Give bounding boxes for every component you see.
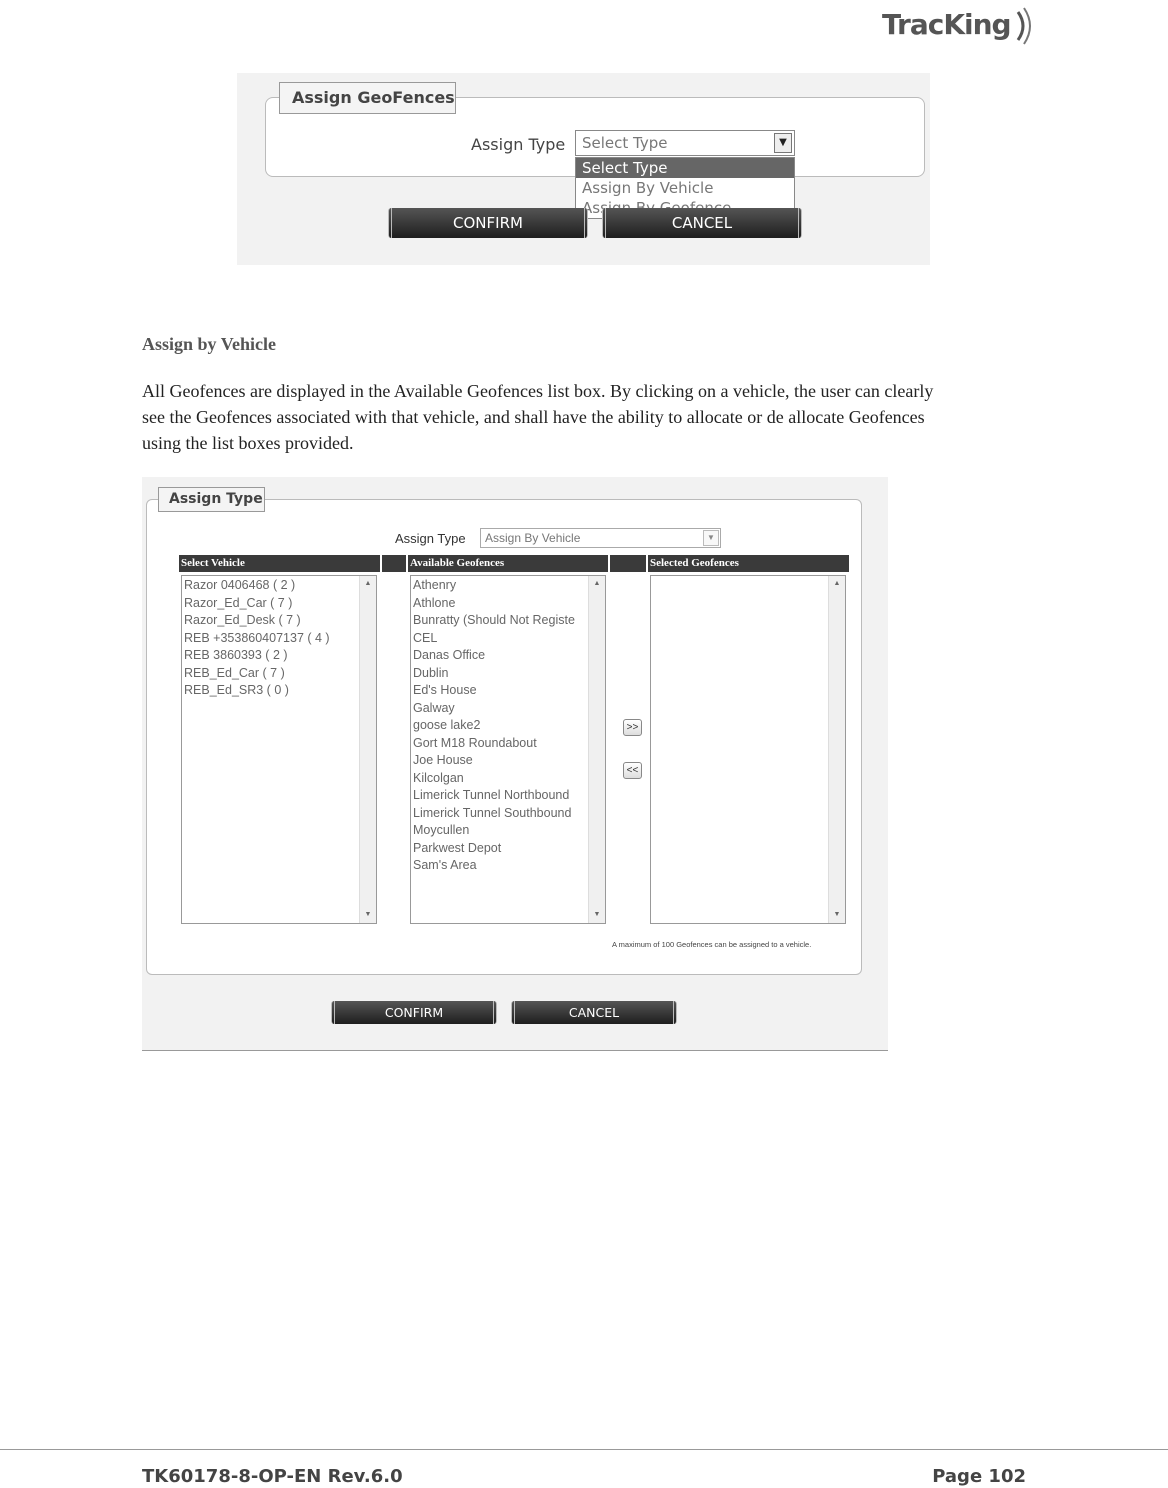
- scrollbar[interactable]: [588, 576, 605, 923]
- list-item[interactable]: Kilcolgan: [413, 770, 464, 785]
- list-item[interactable]: REB +353860407137 ( 4 ): [184, 630, 330, 645]
- list-item[interactable]: Razor_Ed_Desk ( 7 ): [184, 613, 301, 627]
- fieldset-legend: Assign Type: [158, 487, 265, 512]
- select-value: Select Type: [582, 134, 668, 152]
- list-item[interactable]: Joe House: [413, 753, 473, 767]
- scroll-down-icon[interactable]: ▼: [364, 911, 372, 918]
- dropdown-option[interactable]: Select Type: [576, 158, 794, 178]
- tracking-logo: [882, 8, 1032, 52]
- selected-geofences-header: Selected Geofences: [648, 555, 849, 572]
- cancel-button[interactable]: CANCEL: [511, 1001, 677, 1024]
- dropdown-option[interactable]: Assign By Vehicle: [582, 179, 714, 197]
- signal-arc-icon: [1014, 6, 1034, 46]
- list-item[interactable]: Sam's Area: [413, 858, 477, 872]
- list-item[interactable]: Dublin: [413, 665, 449, 680]
- page-number: Page 102: [932, 1466, 1026, 1487]
- available-geofences-listbox[interactable]: [410, 575, 606, 924]
- scroll-up-icon[interactable]: ▲: [364, 580, 372, 587]
- section-paragraph: [142, 378, 1022, 456]
- add-geofence-button[interactable]: >>: [623, 719, 642, 736]
- scroll-up-icon[interactable]: ▲: [593, 580, 601, 587]
- chevron-down-icon[interactable]: ▼: [774, 133, 792, 153]
- footer-divider: [0, 1449, 1168, 1450]
- vehicle-listbox[interactable]: [181, 575, 377, 924]
- available-geofences-header: Available Geofences: [408, 555, 608, 572]
- scroll-down-icon[interactable]: ▼: [833, 911, 841, 918]
- list-item[interactable]: Limerick Tunnel Southbound: [413, 805, 572, 820]
- list-item[interactable]: Athlone: [413, 595, 456, 610]
- list-item[interactable]: CEL: [413, 630, 438, 645]
- list-item[interactable]: Razor 0406468 ( 2 ): [184, 578, 296, 592]
- list-item[interactable]: Athenry: [413, 578, 457, 592]
- list-item[interactable]: Bunratty (Should Not Registe: [413, 613, 575, 627]
- select-vehicle-header: Select Vehicle: [179, 555, 380, 572]
- assign-type-label: Assign Type: [471, 135, 566, 154]
- assign-by-vehicle-screenshot: [142, 477, 888, 1051]
- list-item[interactable]: REB_Ed_SR3 ( 0 ): [184, 683, 289, 697]
- chevron-down-icon[interactable]: ▼: [703, 530, 719, 546]
- scrollbar[interactable]: [359, 576, 376, 923]
- confirm-button[interactable]: CONFIRM: [388, 208, 588, 238]
- list-item[interactable]: Limerick Tunnel Northbound: [413, 788, 570, 802]
- list-item[interactable]: Ed's House: [413, 683, 477, 697]
- selected-geofences-listbox[interactable]: [650, 575, 846, 924]
- list-item[interactable]: REB 3860393 ( 2 ): [184, 648, 288, 662]
- max-geofences-note: A maximum of 100 Geofences can be assigned to a vehicle.: [612, 940, 812, 949]
- list-item[interactable]: goose lake2: [413, 718, 481, 732]
- cancel-button[interactable]: CANCEL: [602, 208, 802, 238]
- assign-geofences-screenshot: [237, 73, 930, 265]
- assign-type-label: Assign Type: [395, 531, 466, 546]
- scroll-up-icon[interactable]: ▲: [833, 580, 841, 587]
- list-item[interactable]: Razor_Ed_Car ( 7 ): [184, 595, 293, 610]
- logo-text: TracKing: [882, 8, 1011, 41]
- list-item[interactable]: Danas Office: [413, 648, 486, 662]
- list-item[interactable]: Parkwest Depot: [413, 840, 502, 855]
- scrollbar[interactable]: [828, 576, 845, 923]
- remove-geofence-button[interactable]: <<: [623, 762, 642, 779]
- list-item[interactable]: Galway: [413, 700, 455, 715]
- fieldset-legend: Assign GeoFences: [279, 82, 456, 114]
- assign-type-select[interactable]: [575, 130, 795, 156]
- header-spacer: [610, 555, 646, 572]
- paragraph-line: using the list boxes provided.: [142, 433, 354, 453]
- header-spacer: [382, 555, 406, 572]
- list-item[interactable]: Moycullen: [413, 823, 470, 837]
- section-heading: Assign by Vehicle: [142, 334, 277, 354]
- paragraph-line: All Geofences are displayed in the Available Geofences list box. By clicking on a vehicle, the user can clearly: [142, 381, 934, 401]
- list-item[interactable]: REB_Ed_Car ( 7 ): [184, 665, 285, 680]
- scroll-down-icon[interactable]: ▼: [593, 911, 601, 918]
- paragraph-line: see the Geofences associated with that vehicle, and shall have the ability to allocate or de allocate Geofences: [142, 407, 925, 427]
- assign-type-select[interactable]: [480, 528, 721, 548]
- confirm-button[interactable]: CONFIRM: [331, 1001, 497, 1024]
- select-value: Assign By Vehicle: [485, 531, 581, 545]
- document-id: TK60178-8-OP-EN Rev.6.0: [142, 1466, 403, 1487]
- list-item[interactable]: Gort M18 Roundabout: [413, 735, 537, 750]
